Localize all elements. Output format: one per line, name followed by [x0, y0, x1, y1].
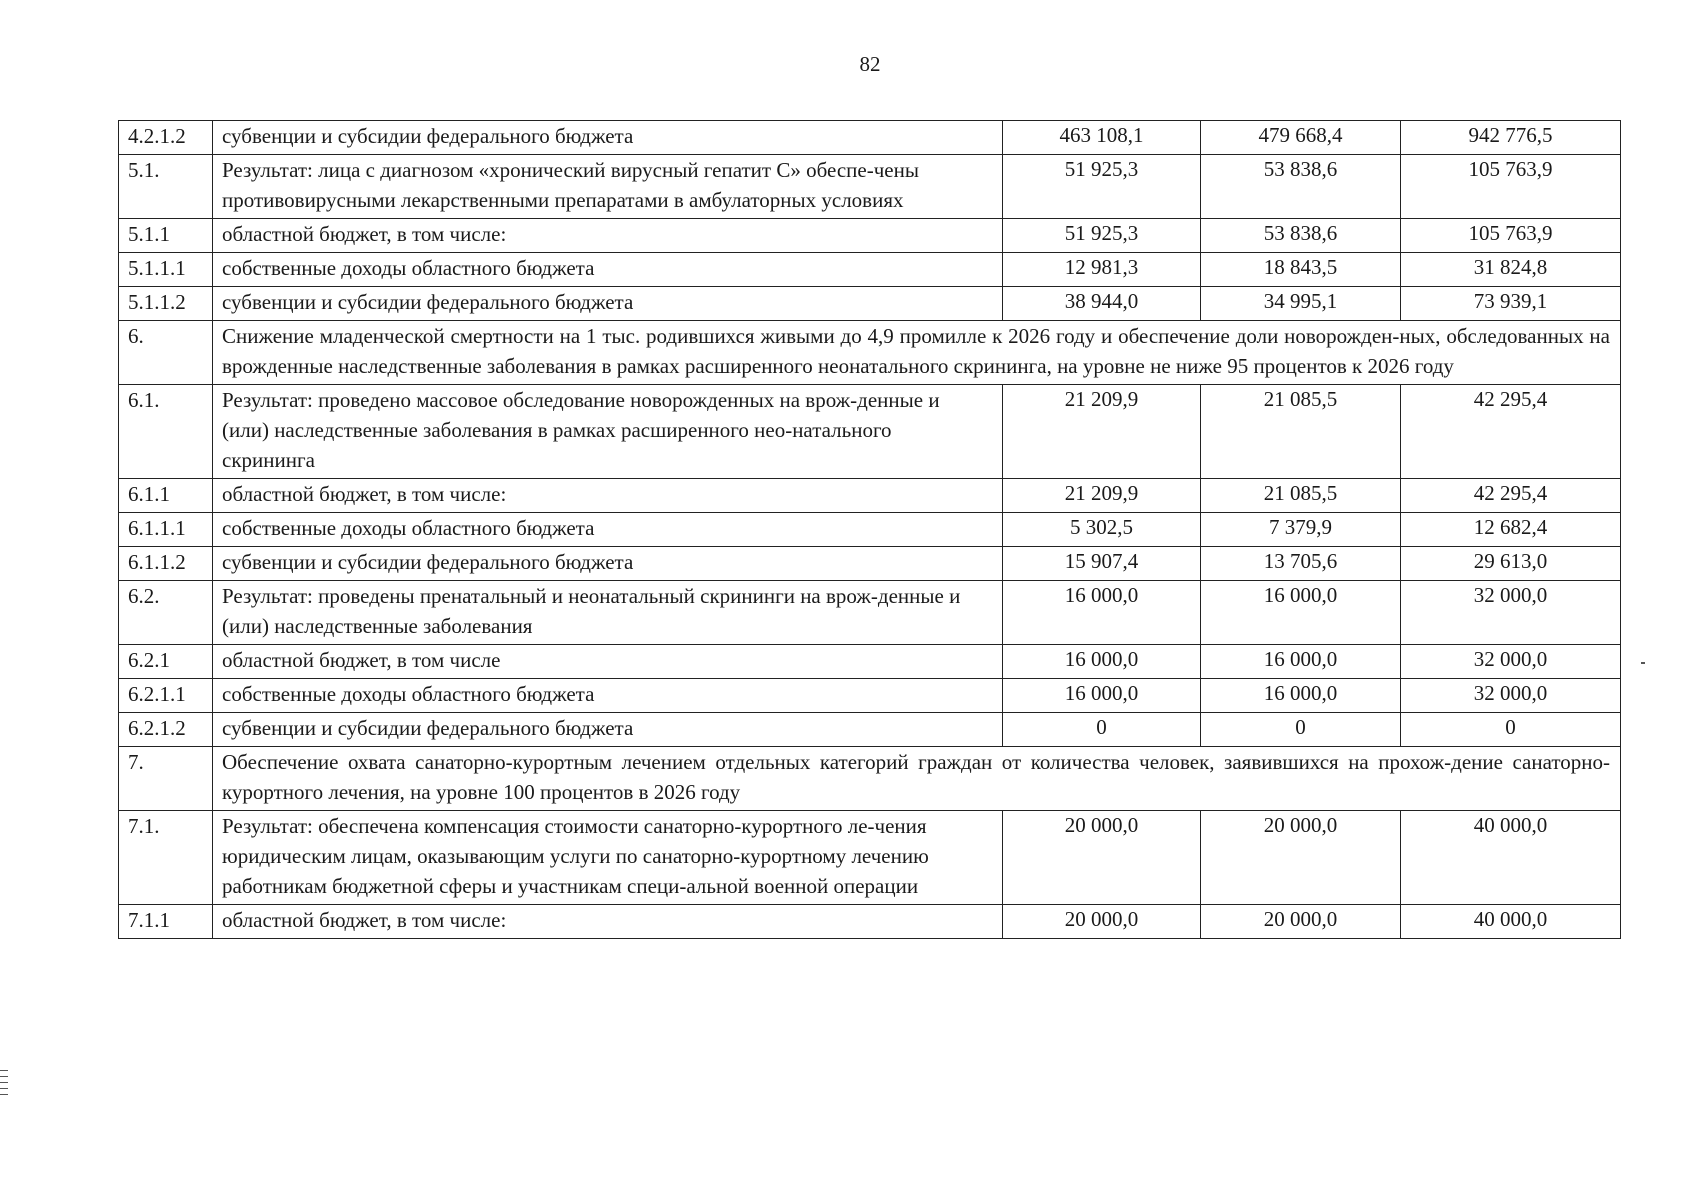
row-description: субвенции и субсидии федерального бюджета	[213, 121, 1003, 155]
value-year-1: 20 000,0	[1003, 811, 1201, 905]
value-year-1: 16 000,0	[1003, 679, 1201, 713]
value-total: 40 000,0	[1401, 905, 1621, 939]
table-row	[119, 155, 1621, 219]
table-row	[119, 747, 1621, 811]
row-code: 6.	[119, 321, 213, 385]
value-total: 32 000,0	[1401, 581, 1621, 645]
table-row	[119, 219, 1621, 253]
value-total: 42 295,4	[1401, 479, 1621, 513]
table-row	[119, 321, 1621, 385]
value-year-1: 51 925,3	[1003, 219, 1201, 253]
value-total: 32 000,0	[1401, 645, 1621, 679]
value-year-1: 16 000,0	[1003, 645, 1201, 679]
row-description: собственные доходы областного бюджета	[213, 513, 1003, 547]
row-code: 5.1.	[119, 155, 213, 219]
value-year-2: 0	[1201, 713, 1401, 747]
row-code: 6.2.1.2	[119, 713, 213, 747]
row-description: областной бюджет, в том числе:	[213, 479, 1003, 513]
row-code: 6.2.1.1	[119, 679, 213, 713]
value-year-1: 21 209,9	[1003, 479, 1201, 513]
value-year-2: 34 995,1	[1201, 287, 1401, 321]
value-year-2: 53 838,6	[1201, 155, 1401, 219]
budget-table-container	[118, 120, 1620, 939]
value-year-1: 38 944,0	[1003, 287, 1201, 321]
row-description: субвенции и субсидии федерального бюджета	[213, 547, 1003, 581]
value-year-2: 16 000,0	[1201, 679, 1401, 713]
row-description: областной бюджет, в том числе	[213, 645, 1003, 679]
table-row	[119, 811, 1621, 905]
budget-table	[118, 120, 1621, 939]
row-description: Результат: проведены пренатальный и неонатальный скрининги на врож-денные и (или) наследственные заболевания	[213, 581, 1003, 645]
row-description: Результат: лица с диагнозом «хронический вирусный гепатит С» обеспе-чены противовирусными лекарственными препаратами в амбулаторных условиях	[213, 155, 1003, 219]
value-year-2: 479 668,4	[1201, 121, 1401, 155]
row-code: 5.1.1.2	[119, 287, 213, 321]
value-year-1: 0	[1003, 713, 1201, 747]
table-row	[119, 713, 1621, 747]
value-year-1: 21 209,9	[1003, 385, 1201, 479]
value-year-2: 20 000,0	[1201, 905, 1401, 939]
table-row	[119, 253, 1621, 287]
section-title: Обеспечение охвата санаторно-курортным лечением отдельных категорий граждан от количества человек, заявившихся на прохож-дение санаторно-курортного лечения, на уровне 100 процентов в 2026 году	[213, 747, 1621, 811]
value-year-1: 16 000,0	[1003, 581, 1201, 645]
row-code: 6.1.1	[119, 479, 213, 513]
value-total: 31 824,8	[1401, 253, 1621, 287]
value-total: 0	[1401, 713, 1621, 747]
value-year-2: 16 000,0	[1201, 645, 1401, 679]
row-code: 6.1.1.1	[119, 513, 213, 547]
value-total: 105 763,9	[1401, 219, 1621, 253]
scan-artifact	[1641, 662, 1645, 664]
table-row	[119, 287, 1621, 321]
binding-mark	[0, 1088, 8, 1089]
value-year-2: 21 085,5	[1201, 479, 1401, 513]
table-row	[119, 479, 1621, 513]
value-total: 42 295,4	[1401, 385, 1621, 479]
row-code: 6.2.	[119, 581, 213, 645]
binding-mark	[0, 1094, 8, 1095]
row-code: 7.	[119, 747, 213, 811]
value-total: 32 000,0	[1401, 679, 1621, 713]
row-code: 5.1.1.1	[119, 253, 213, 287]
row-description: субвенции и субсидии федерального бюджета	[213, 287, 1003, 321]
table-row	[119, 581, 1621, 645]
binding-marks	[0, 1070, 8, 1100]
value-total: 73 939,1	[1401, 287, 1621, 321]
row-description: субвенции и субсидии федерального бюджета	[213, 713, 1003, 747]
page-number: 82	[859, 52, 881, 76]
value-year-2: 53 838,6	[1201, 219, 1401, 253]
table-row	[119, 905, 1621, 939]
table-row	[119, 513, 1621, 547]
value-total: 12 682,4	[1401, 513, 1621, 547]
binding-mark	[0, 1076, 8, 1077]
value-year-1: 5 302,5	[1003, 513, 1201, 547]
value-year-2: 21 085,5	[1201, 385, 1401, 479]
value-total: 105 763,9	[1401, 155, 1621, 219]
row-code: 4.2.1.2	[119, 121, 213, 155]
value-year-2: 16 000,0	[1201, 581, 1401, 645]
row-description: Результат: обеспечена компенсация стоимости санаторно-курортного ле-чения юридическим лицам, оказывающим услуги по санаторно-курортному лечению работникам бюджетной сферы и участникам специ-альной военной операции	[213, 811, 1003, 905]
row-code: 5.1.1	[119, 219, 213, 253]
value-year-1: 51 925,3	[1003, 155, 1201, 219]
row-code: 6.2.1	[119, 645, 213, 679]
binding-mark	[0, 1082, 8, 1083]
row-code: 6.1.1.2	[119, 547, 213, 581]
table-row	[119, 547, 1621, 581]
value-total: 29 613,0	[1401, 547, 1621, 581]
table-row	[119, 645, 1621, 679]
value-year-2: 20 000,0	[1201, 811, 1401, 905]
value-year-2: 18 843,5	[1201, 253, 1401, 287]
value-year-2: 7 379,9	[1201, 513, 1401, 547]
value-year-1: 20 000,0	[1003, 905, 1201, 939]
budget-table-body	[119, 121, 1621, 939]
table-row	[119, 679, 1621, 713]
value-total: 40 000,0	[1401, 811, 1621, 905]
row-code: 7.1.1	[119, 905, 213, 939]
row-description: собственные доходы областного бюджета	[213, 253, 1003, 287]
table-row	[119, 121, 1621, 155]
value-total: 942 776,5	[1401, 121, 1621, 155]
binding-mark	[0, 1070, 8, 1071]
value-year-1: 15 907,4	[1003, 547, 1201, 581]
value-year-1: 12 981,3	[1003, 253, 1201, 287]
row-code: 6.1.	[119, 385, 213, 479]
section-title: Снижение младенческой смертности на 1 тыс. родившихся живыми до 4,9 промилле к 2026 году и обеспечение доли новорожден-ных, обследованных на врожденные наследственные заболевания в рамках расширенного неонатального скрининга, на уровне не ниже 95 процентов к 2026 году	[213, 321, 1621, 385]
table-row	[119, 385, 1621, 479]
value-year-1: 463 108,1	[1003, 121, 1201, 155]
row-description: областной бюджет, в том числе:	[213, 905, 1003, 939]
value-year-2: 13 705,6	[1201, 547, 1401, 581]
row-description: Результат: проведено массовое обследование новорожденных на врож-денные и (или) наследственные заболевания в рамках расширенного нео-натального скрининга	[213, 385, 1003, 479]
row-description: областной бюджет, в том числе:	[213, 219, 1003, 253]
row-code: 7.1.	[119, 811, 213, 905]
row-description: собственные доходы областного бюджета	[213, 679, 1003, 713]
